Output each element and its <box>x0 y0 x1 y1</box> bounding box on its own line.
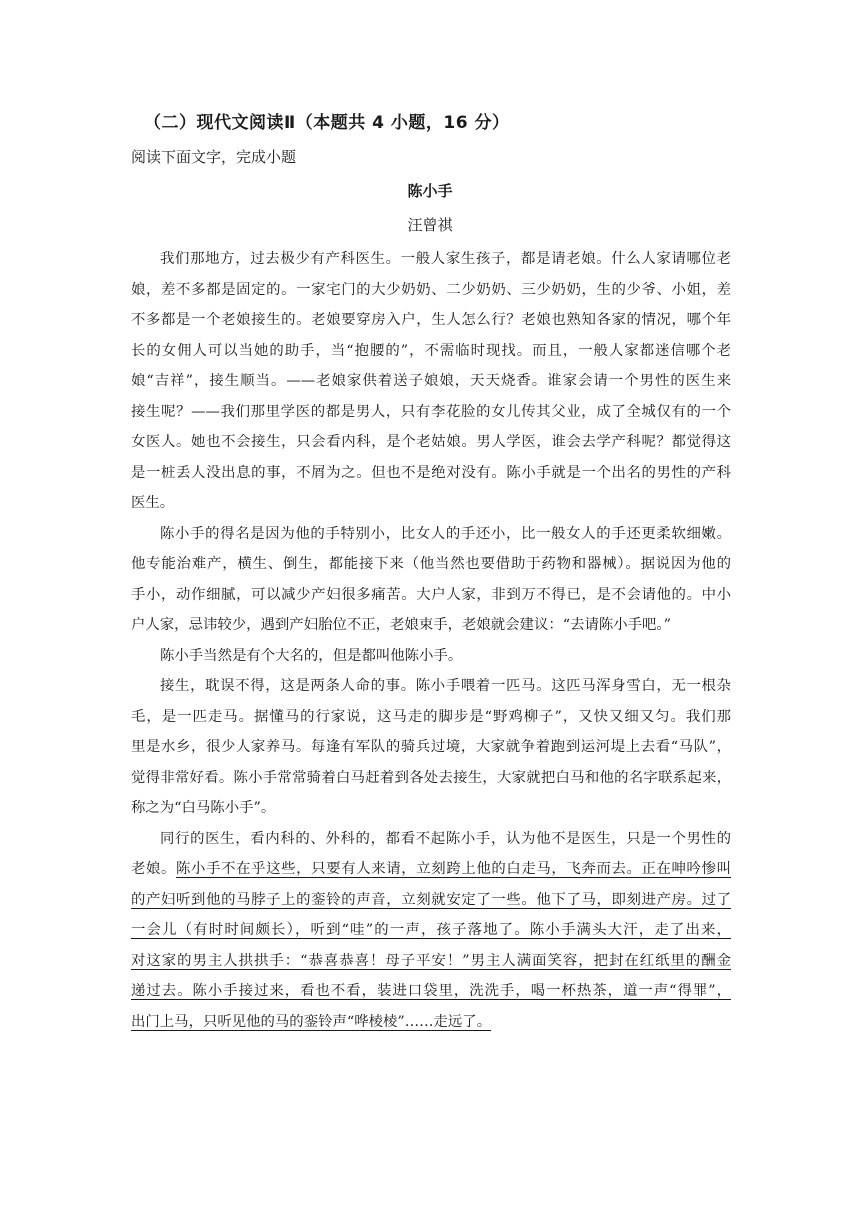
text-line: 称之为“白马陈小手”。 <box>131 800 276 816</box>
text-line: 户人家，忌讳较少，遇到产妇胎位不正，老娘束手，老娘就会建议：“去请陈小手吧。” <box>131 617 671 633</box>
text-line: 觉得非常好看。陈小手常常骑着白马赶着到各处去接生，大家就把白马和他的名字联系起来， <box>131 769 731 786</box>
text-line: 娘“吉祥”，接生顺当。——老娘家供着送子娘娘，天天烧香。谁家会请一个男性的医生来 <box>131 373 731 389</box>
underlined-text: 递过去。陈小手接过来，看也不看，装进口袋里，洗洗手，喝一杯热茶，道一声“得罪”， <box>131 983 731 999</box>
text-line: 娘，差不多都是固定的。一家宅门的大少奶奶、二少奶奶、三少奶奶，生的少爷、小姐，差 <box>131 281 731 298</box>
text-line: 毛，是一匹走马。据懂马的行家说，这马走的脚步是“野鸡柳子”，又快又细又匀。我们那 <box>131 708 731 725</box>
text-line: 里是水乡，很少人家养马。每逢有军队的骑兵过境，大家就争着跑到运河堤上去看“马队”， <box>131 739 731 755</box>
text-line: 手小，动作细腻，可以减少产妇很多痛苦。大户人家，非到万不得已，是不会请他的。中小 <box>131 586 731 603</box>
text-line: 老娘。陈小手不在乎这些，只要有人来请，立刻跨上他的白走马，飞奔而去。正在呻吟惨叫 <box>131 861 731 877</box>
underlined-text: 陈小手不在乎这些，只要有人来请，立刻跨上他的白走马，飞奔而去。正在呻吟惨叫 <box>176 861 731 877</box>
article-title: 陈小手 <box>407 182 453 200</box>
article-body <box>131 244 731 1037</box>
text-line: 接生呢？——我们那里学医的都是男人，只有李花脸的女儿传其父业，成了全城仅有的一个 <box>131 403 731 420</box>
text-line: 医生。 <box>131 495 175 511</box>
text-line: 接生，耽误不得，这是两条人命的事。陈小手喂着一匹马。这匹马浑身雪白，无一根杂 <box>160 678 731 694</box>
text-line: 女医人。她也不会接生，只会看内科，是个老姑娘。男人学医，谁会去学产科呢？都觉得这 <box>131 434 731 450</box>
reading-instruction: 阅读下面文字，完成小题 <box>131 148 297 166</box>
text-line: 不多都是一个老娘接生的。老娘要穿房入户，生人怎么行？老娘也熟知各家的情况，哪个年 <box>131 312 731 328</box>
text-line <box>131 915 731 946</box>
underlined-text: 出门上马，只听见他的马的銮铃声“哗棱棱”……走远了。 <box>131 1013 492 1030</box>
text-line <box>131 1007 731 1038</box>
text-line: 他专能治难产，横生、倒生，都能接下来（他当然也要借助于药物和器械）。据说因为他的 <box>131 556 731 572</box>
text-line: 陈小手的得名是因为他的手特别小，比女人的手还小，比一般女人的手还更柔软细嫩。 <box>160 525 731 542</box>
underlined-text: 的产妇听到他的马脖子上的銮铃的声音，立刻就安定了一些。他下了马，即刻进产房。过了 <box>131 891 731 908</box>
text-line <box>131 946 731 977</box>
text-line: 陈小手当然是有个大名的，但是都叫他陈小手。 <box>160 647 463 664</box>
underlined-text: 对这家的男主人拱拱手：“恭喜恭喜！母子平安！”男主人满面笑容，把封在红纸里的酬金 <box>131 952 731 969</box>
text-line <box>131 976 731 1007</box>
text-line: 我们那地方，过去极少有产科医生。一般人家生孩子，都是请老娘。什么人家请哪位老 <box>160 251 731 267</box>
text-line <box>131 885 731 916</box>
text-line: 同行的医生，看内科的、外科的，都看不起陈小手，认为他不是医生，只是一个男性的 <box>160 830 731 847</box>
text-line: 是一桩丢人没出息的事，不屑为之。但也不是绝对没有。陈小手就是一个出名的男性的产科 <box>131 464 731 481</box>
section-heading: （二）现代文阅读Ⅱ（本题共 4 小题，16 分） <box>144 113 510 133</box>
text-line: 长的女佣人可以当她的助手，当“抱腰的”，不需临时现找。而且，一般人家都迷信哪个老 <box>131 342 731 359</box>
article-author: 汪曾祺 <box>407 216 453 234</box>
underlined-text: 一会儿（有时时间颇长），听到“哇”的一声，孩子落地了。陈小手满头大汗，走了出来， <box>131 922 731 938</box>
